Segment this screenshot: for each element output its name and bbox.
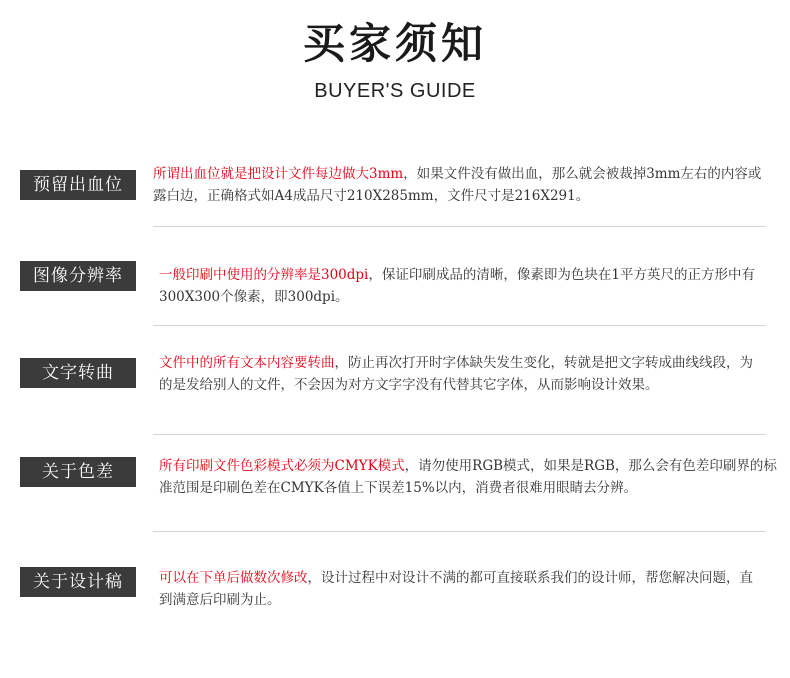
section-highlight-resolution: 一般印刷中使用的分辨率是300dpi — [159, 267, 369, 283]
section-body-design-draft: ，设计过程中对设计不满的都可直接联系我们的设计师，帮您解决问题，直到满意后印刷为止。 — [159, 570, 753, 608]
section-body-text-outline: ，防止再次打开时字体缺失发生变化，转就是把文字转成曲线线段，为的是发给别人的文件，不会因为对方文字字没有代替其它字体，从而影响设计效果。 — [159, 355, 753, 393]
section-label-resolution: 图像分辨率 — [20, 261, 136, 291]
section-divider — [153, 434, 766, 435]
section-highlight-design-draft: 可以在下单后做数次修改 — [159, 570, 308, 586]
section-text-resolution — [159, 264, 765, 308]
section-divider — [153, 531, 766, 532]
section-highlight-bleed: 所谓出血位就是把设计文件每边做大3mm — [153, 166, 404, 182]
section-label-text-outline: 文字转曲 — [20, 358, 136, 388]
section-body-color: ，请勿使用RGB模式，如果是RGB，那么会有色差印刷界的标准范围是印刷色差在CMYK各值上下误差15%以内，消费者很难用眼睛去分辨。 — [159, 458, 777, 496]
page-subtitle: BUYER'S GUIDE — [314, 80, 476, 102]
section-text-text-outline — [159, 352, 759, 396]
section-divider — [153, 226, 766, 227]
section-highlight-color: 所有印刷文件色彩模式必须为CMYK模式 — [159, 458, 405, 474]
section-label-color: 关于色差 — [20, 457, 136, 487]
section-divider — [153, 325, 766, 326]
section-body-resolution: ，保证印刷成品的清晰，像素即为色块在1平方英尺的正方形中有300X300个像素，即300dpi。 — [159, 267, 755, 305]
section-text-color — [159, 455, 777, 499]
section-highlight-text-outline: 文件中的所有文本内容要转曲 — [159, 355, 335, 371]
section-text-design-draft — [159, 567, 765, 611]
section-label-design-draft: 关于设计稿 — [20, 567, 136, 597]
section-text-bleed — [153, 163, 765, 207]
page-title: 买家须知 — [302, 19, 487, 68]
section-body-bleed: ，如果文件没有做出血，那么就会被裁掉3mm左右的内容或露白边，正确格式如A4成品尺寸210X285mm，文件尺寸是216X291。 — [153, 166, 762, 204]
section-label-bleed: 预留出血位 — [20, 170, 136, 200]
